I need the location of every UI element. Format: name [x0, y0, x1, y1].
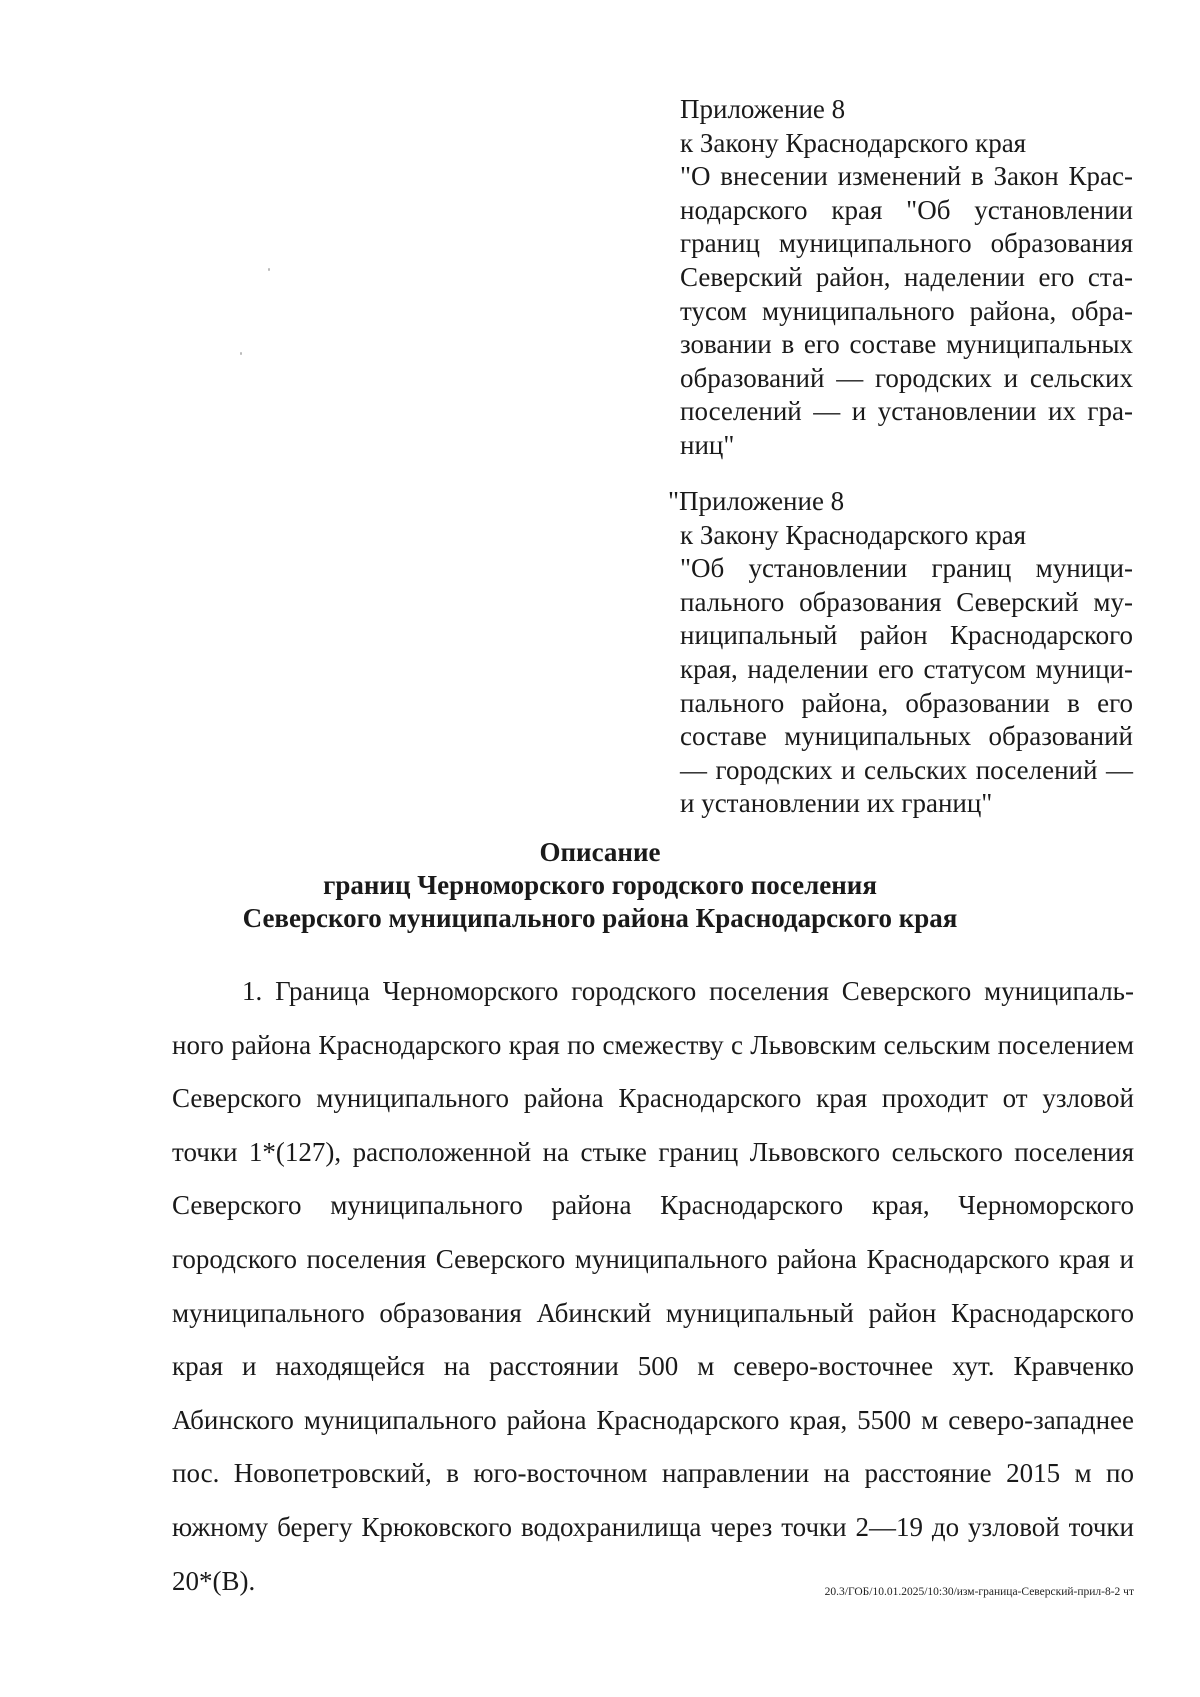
appendix-law-reference: к Закону Краснодарского края: [680, 127, 1027, 158]
appendix-amending-law: [680, 93, 1133, 463]
heading-line-2: границ Черноморского городского поселения: [323, 870, 877, 900]
heading-line-1: Описание: [539, 837, 661, 867]
scan-speck: [268, 268, 270, 271]
appendix-law-reference: к Закону Краснодарского края: [680, 519, 1027, 550]
appendix-title: "Приложение 8: [668, 486, 845, 516]
boundary-paragraph-1: 1. Граница Черноморского городского поселения Северского муниципального района Краснодарского края по смежеству с Львовским сельским поселением Северского муниципального района Краснодарского края проходит от узловой точки 1*(127), расположенной на стыке границ Львовского сельского поселения Северского муниципального района Краснодарского края, Черноморского городского поселения Северского муниципального района Краснодарского края и муниципального образования Абинский муниципальный район Краснодарского края и находящейся на расстоянии 500 м северо-восточнее хут. Кравченко Абинского муниципального района Краснодарского края, 5500 м северо-западнее пос. Новопетровский, в юго-восточном направлении на расстояние 2015 м по южному берегу Крюковского водохранилища через точки 2—19 до узловой точки 20*(В).: [172, 976, 1134, 1596]
document-heading: [0, 836, 1200, 935]
appendix-original-law: [668, 485, 1133, 821]
document-footer-code: 20.3/ГОБ/10.01.2025/10:30/изм-граница-Северский-прил-8-2 чт: [824, 1586, 1134, 1598]
appendix-law-name: "Об установлении границ муниципального образования Северский муниципальный район Краснодарского края, наделении его статусом муниципального района, образовании в его составе муниципальных образований — городских и сельских поселений — и установлении их границ": [680, 553, 1133, 819]
scan-speck: [240, 352, 242, 355]
appendix-law-name: "О внесении изменений в Закон Краснодарского края "Об установлении границ муниципального образования Северский район, наделении его статусом муниципального района, образовании в его составе муниципальных образований — городских и сельских поселений — и установлении их границ": [680, 161, 1133, 460]
heading-line-3: Северского муниципального района Краснодарского края: [242, 903, 958, 933]
appendix-title: Приложение 8: [680, 94, 846, 124]
